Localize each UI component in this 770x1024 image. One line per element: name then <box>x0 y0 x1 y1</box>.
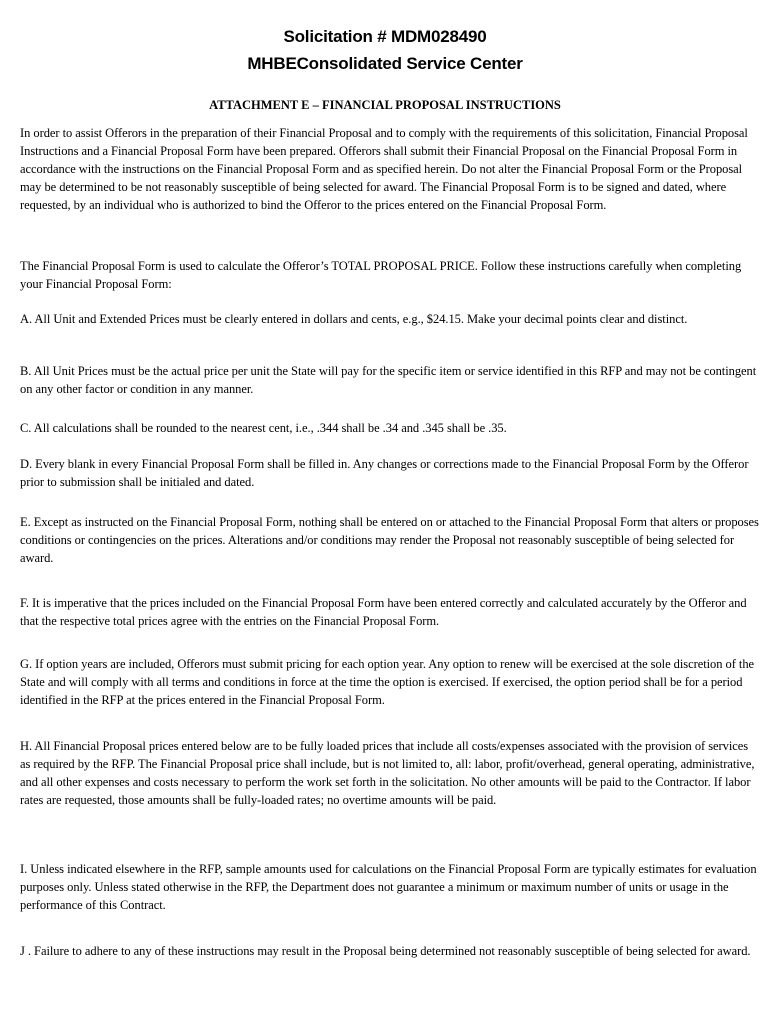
instruction-item-f: F. It is imperative that the prices included on the Financial Proposal Form have been entered correctly and calculated accurately by the Offeror and that the respective total prices agree with the entries on the Financial Proposal Form. <box>20 596 747 628</box>
intro-paragraph: In order to assist Offerors in the preparation of their Financial Proposal and to comply with the requirements of this solicitation, Financial Proposal Instructions and a Financial Proposal Form have been prepared. Offerors shall submit their Financial Proposal on the Financial Proposal Form in accordance with the instructions on the Financial Proposal Form and as specified herein. Do not alter the Financial Proposal Form or the Proposal may be determined to be not reasonably susceptible of being selected for award. The Financial Proposal Form is to be signed and dated, where requested, by an individual who is authorized to bind the Offeror to the prices entered on the Financial Proposal Form. <box>20 126 748 212</box>
instruction-item-c: C. All calculations shall be rounded to the nearest cent, i.e., .344 shall be .34 and .345 shall be .35. <box>20 421 507 435</box>
instruction-item-h: H. All Financial Proposal prices entered below are to be fully loaded prices that include all costs/expenses associated with the provision of services as required by the RFP. The Financial Proposal price shall include, but is not limited to, all: labor, profit/overhead, general operating, administrative, and all other expenses and costs necessary to perform the work set forth in the solicitation. No other amounts will be paid to the Contractor. If labor rates are requested, those amounts shall be fully-loaded rates; no overtime amounts will be paid. <box>20 739 755 807</box>
instruction-item-a: A. All Unit and Extended Prices must be clearly entered in dollars and cents, e.g., $24.15. Make your decimal points clear and distinct. <box>20 312 688 326</box>
solicitation-number: Solicitation # MDM028490 <box>283 27 487 46</box>
project-title: MHBEConsolidated Service Center <box>247 54 523 73</box>
instruction-item-i: I. Unless indicated elsewhere in the RFP, sample amounts used for calculations on the Financial Proposal Form are typically estimates for evaluation purposes only. Unless stated otherwise in the RFP, the Department does not guarantee a minimum or maximum number of units or usage in the performance of this Contract. <box>20 862 757 912</box>
attachment-heading: ATTACHMENT E – FINANCIAL PROPOSAL INSTRUCTIONS <box>209 98 561 112</box>
instruction-item-e: E. Except as instructed on the Financial Proposal Form, nothing shall be entered on or attached to the Financial Proposal Form that alters or proposes conditions or contingencies on the prices. Alterations and/or conditions may render the Proposal not reasonably susceptible of being selected for award. <box>20 515 759 565</box>
instruction-item-b: B. All Unit Prices must be the actual price per unit the State will pay for the specific item or service identified in this RFP and may not be contingent on any other factor or condition in any manner. <box>20 364 757 396</box>
usage-paragraph: The Financial Proposal Form is used to calculate the Offeror’s TOTAL PROPOSAL PRICE. Follow these instructions carefully when completing your Financial Proposal Form: <box>20 259 742 291</box>
instruction-item-g: G. If option years are included, Offerors must submit pricing for each option year. Any option to renew will be exercised at the sole discretion of the State and will comply with all terms and conditions in force at the time the option is exercised. If exercised, the option period shall be for a period identified in the RFP at the prices entered in the Financial Proposal Form. <box>20 657 755 707</box>
instruction-item-j: J . Failure to adhere to any of these instructions may result in the Proposal being determined not reasonably susceptible of being selected for award. <box>20 944 751 958</box>
instruction-item-d: D. Every blank in every Financial Proposal Form shall be filled in. Any changes or corrections made to the Financial Proposal Form by the Offeror prior to submission shall be initialed and dated. <box>20 457 749 489</box>
